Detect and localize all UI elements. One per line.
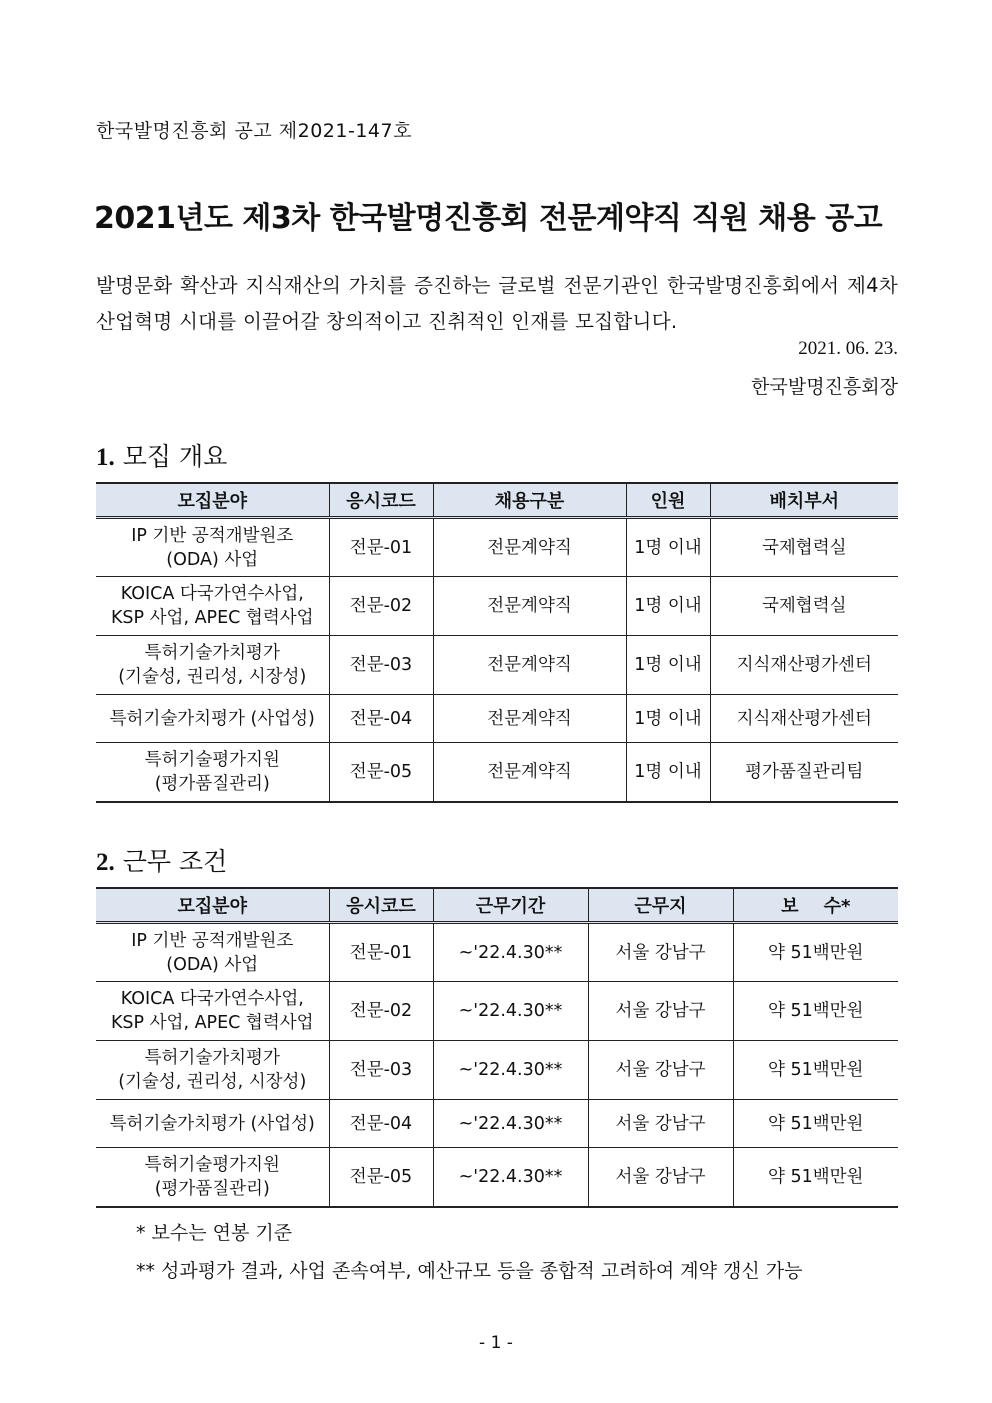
table-cell: 전문-05 (329, 1148, 433, 1207)
working-conditions-table (96, 887, 898, 1208)
table-row (96, 695, 898, 743)
footnotes (136, 1214, 803, 1290)
section-title: 모집 개요 (122, 442, 228, 471)
table-cell: 특허기술가치평가 (기술성, 권리성, 시장성) (96, 1041, 329, 1100)
table-cell: 전문-03 (329, 636, 433, 695)
table-cell: 지식재산평가센터 (710, 695, 898, 743)
table-cell: 전문계약직 (433, 743, 626, 802)
table-cell: ~'22.4.30** (433, 923, 588, 982)
intro-paragraph: 발명문화 확산과 지식재산의 가치를 증진하는 글로벌 전문기관인 한국발명진흥회에서 제4차 산업혁명 시대를 이끌어갈 창의적이고 진취적인 인재를 모집합니다. (96, 274, 898, 333)
column-header: 응시코드 (329, 888, 433, 923)
table-cell: 약 51백만원 (733, 982, 898, 1041)
notice-number: 한국발명진흥회 공고 제2021-147호 (96, 120, 412, 142)
table-row (96, 743, 898, 802)
section-title: 근무 조건 (122, 847, 228, 876)
page-number: - 1 - (479, 1333, 513, 1353)
table-cell: 전문계약직 (433, 636, 626, 695)
table-cell: 전문-04 (329, 695, 433, 743)
page-title: 2021년도 제3차 한국발명진흥회 전문계약직 직원 채용 공고 (94, 201, 883, 236)
table-cell: 특허기술가치평가 (사업성) (96, 1100, 329, 1148)
table-cell: 전문-01 (329, 923, 433, 982)
notice-date: 2021. 06. 23. (798, 338, 898, 359)
table-cell: 전문-05 (329, 743, 433, 802)
table-row (96, 1041, 898, 1100)
table-cell: 1명 이내 (626, 518, 710, 577)
table-cell: 전문-02 (329, 982, 433, 1041)
table-cell: ~'22.4.30** (433, 1148, 588, 1207)
table-cell: IP 기반 공적개발원조 (ODA) 사업 (96, 923, 329, 982)
table-cell: KOICA 다국가연수사업, KSP 사업, APEC 협력사업 (96, 982, 329, 1041)
table-cell: 1명 이내 (626, 743, 710, 802)
table-cell: 국제협력실 (710, 518, 898, 577)
column-header: 근무지 (588, 888, 733, 923)
column-header: 모집분야 (96, 483, 329, 518)
table-cell: 약 51백만원 (733, 923, 898, 982)
footnote-renewal: ** 성과평가 결과, 사업 존속여부, 예산규모 등을 종합적 고려하여 계약 갱신 가능 (136, 1260, 803, 1282)
column-header: 배치부서 (710, 483, 898, 518)
table-cell: 국제협력실 (710, 577, 898, 636)
table-cell: 1명 이내 (626, 636, 710, 695)
table-cell: 특허기술가치평가 (사업성) (96, 695, 329, 743)
table-row (96, 1100, 898, 1148)
column-header: 모집분야 (96, 888, 329, 923)
table-row (96, 1148, 898, 1207)
table-cell: KOICA 다국가연수사업, KSP 사업, APEC 협력사업 (96, 577, 329, 636)
table-row (96, 636, 898, 695)
table-cell: 전문계약직 (433, 518, 626, 577)
column-header: 응시코드 (329, 483, 433, 518)
table-cell: 전문-04 (329, 1100, 433, 1148)
table-cell: 서울 강남구 (588, 982, 733, 1041)
table-cell: 전문계약직 (433, 695, 626, 743)
table-row (96, 518, 898, 577)
table-cell: ~'22.4.30** (433, 982, 588, 1041)
recruitment-overview-table (96, 482, 898, 803)
table-cell: 약 51백만원 (733, 1100, 898, 1148)
column-header: 인원 (626, 483, 710, 518)
table-row (96, 577, 898, 636)
table-cell: 약 51백만원 (733, 1148, 898, 1207)
table-cell: IP 기반 공적개발원조 (ODA) 사업 (96, 518, 329, 577)
column-header: 보 수* (733, 888, 898, 923)
table-header-row (96, 888, 898, 923)
table-cell: 1명 이내 (626, 577, 710, 636)
section-recruitment-overview (96, 437, 227, 473)
column-header: 근무기간 (433, 888, 588, 923)
table-cell: 약 51백만원 (733, 1041, 898, 1100)
table-cell: 서울 강남구 (588, 1148, 733, 1207)
table-cell: ~'22.4.30** (433, 1100, 588, 1148)
section-number: 1. (96, 444, 115, 471)
table-cell: 특허기술가치평가 (기술성, 권리성, 시장성) (96, 636, 329, 695)
table-cell: 전문계약직 (433, 577, 626, 636)
issuer: 한국발명진흥회장 (751, 376, 898, 398)
table-header-row (96, 483, 898, 518)
table-cell: 서울 강남구 (588, 1100, 733, 1148)
column-header: 채용구분 (433, 483, 626, 518)
table-cell: 전문-02 (329, 577, 433, 636)
table-cell: ~'22.4.30** (433, 1041, 588, 1100)
footnote-salary: * 보수는 연봉 기준 (136, 1222, 293, 1244)
table-cell: 서울 강남구 (588, 923, 733, 982)
table-row (96, 982, 898, 1041)
table-cell: 전문-03 (329, 1041, 433, 1100)
table-cell: 서울 강남구 (588, 1041, 733, 1100)
section-number: 2. (96, 849, 115, 876)
table-cell: 지식재산평가센터 (710, 636, 898, 695)
section-working-conditions (96, 842, 227, 878)
table-row (96, 923, 898, 982)
table-cell: 특허기술평가지원 (평가품질관리) (96, 1148, 329, 1207)
table-cell: 특허기술평가지원 (평가품질관리) (96, 743, 329, 802)
table-cell: 전문-01 (329, 518, 433, 577)
table-cell: 1명 이내 (626, 695, 710, 743)
table-cell: 평가품질관리팀 (710, 743, 898, 802)
